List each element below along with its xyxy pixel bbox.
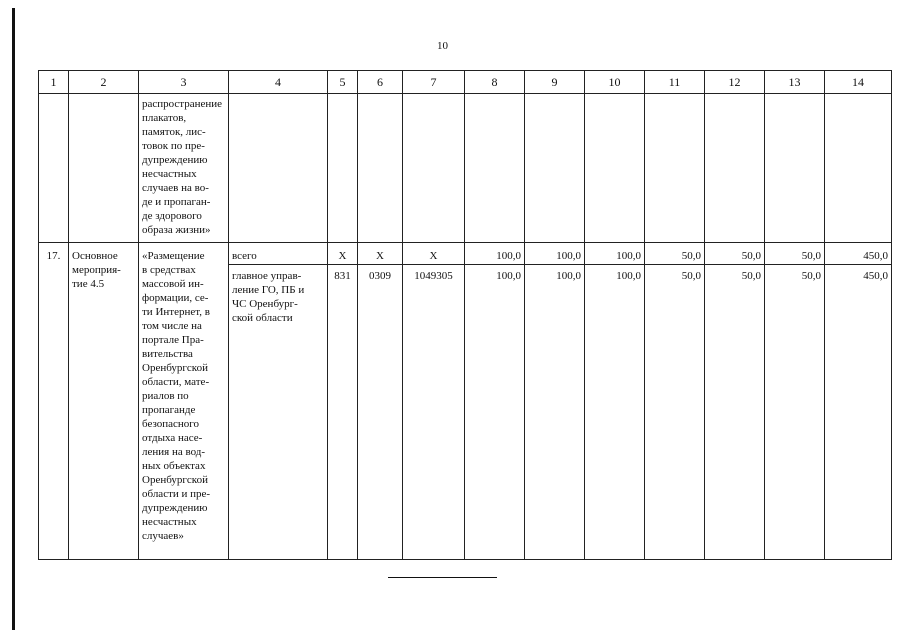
cell-c11: 50,0	[645, 243, 705, 265]
column-header: 14	[825, 71, 892, 94]
cell-c5: Х	[328, 243, 358, 265]
cell-c13: 50,0	[765, 265, 825, 560]
column-header: 1	[39, 71, 69, 94]
cell-c7: Х	[403, 243, 465, 265]
column-header: 6	[358, 71, 403, 94]
column-header: 8	[465, 71, 525, 94]
row-number: 17.	[39, 243, 69, 560]
continuation-description: распространение плакатов, памяток, лис- товок по пре- дупреждению несчастных случаев на во- де и пропаган- де здорового образа жизни»	[139, 94, 229, 243]
cell-c9: 100,0	[525, 265, 585, 560]
cell-c6: Х	[358, 243, 403, 265]
cell-c14: 450,0	[825, 265, 892, 560]
column-header: 13	[765, 71, 825, 94]
executor-name: главное управ- ление ГО, ПБ и ЧС Оренбург- ской области	[229, 265, 328, 560]
cell-c12: 50,0	[705, 243, 765, 265]
column-header: 7	[403, 71, 465, 94]
cell-c12: 50,0	[705, 265, 765, 560]
cell-c8: 100,0	[465, 265, 525, 560]
executor-total: всего	[229, 243, 328, 265]
column-header: 3	[139, 71, 229, 94]
cell-c11: 50,0	[645, 265, 705, 560]
page-number: 10	[437, 40, 448, 52]
cell-c7: 1049305	[403, 265, 465, 560]
event-type: Основное мероприя- тие 4.5	[69, 243, 139, 560]
footer-rule	[388, 577, 497, 578]
column-header: 9	[525, 71, 585, 94]
left-margin-rule	[12, 8, 15, 630]
cell-c13: 50,0	[765, 243, 825, 265]
column-header: 11	[645, 71, 705, 94]
continuation-row	[39, 94, 892, 243]
event-description: «Размещение в средствах массовой ин- формации, се- ти Интернет, в том числе на портале Пра- вительства Оренбургской области, мате- риалов по пропаганде безопасного отдыха насе- ления на вод- ных объектах Оренбургской области и пре- дупреждению несчастных случаев»	[139, 243, 229, 560]
cell-c5: 831	[328, 265, 358, 560]
cell-c10: 100,0	[585, 243, 645, 265]
column-header: 10	[585, 71, 645, 94]
column-header: 2	[69, 71, 139, 94]
budget-table	[38, 70, 892, 560]
column-header: 5	[328, 71, 358, 94]
header-row	[39, 71, 892, 94]
cell-c14: 450,0	[825, 243, 892, 265]
cell-c6: 0309	[358, 265, 403, 560]
table-row	[39, 243, 892, 265]
cell-c8: 100,0	[465, 243, 525, 265]
column-header: 4	[229, 71, 328, 94]
cell-c10: 100,0	[585, 265, 645, 560]
cell-c9: 100,0	[525, 243, 585, 265]
column-header: 12	[705, 71, 765, 94]
